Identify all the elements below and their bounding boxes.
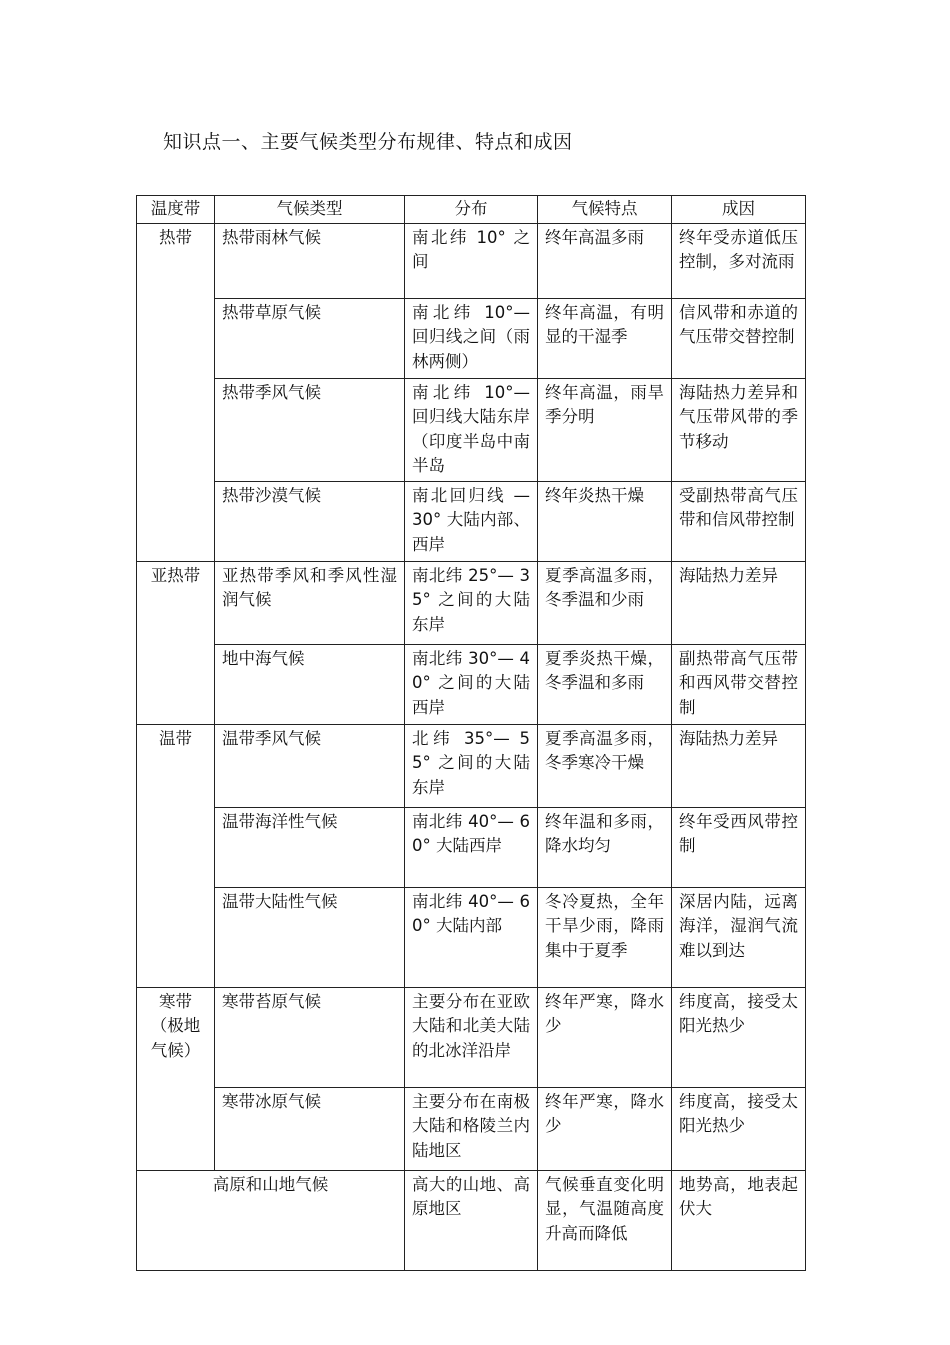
table-row: [137, 1087, 806, 1170]
cause-cell: 深居内陆，远离海洋，湿润气流难以到达: [672, 887, 806, 987]
table-row: [137, 1170, 806, 1270]
cause-cell: 终年受西风带控制: [672, 807, 806, 887]
table-row: [137, 807, 806, 887]
header-distribution: 分布: [405, 196, 538, 224]
zone-cell: 温带: [137, 724, 215, 987]
features-cell: 终年温和多雨，降水均匀: [538, 807, 672, 887]
features-cell: 气候垂直变化明显，气温随高度升高而降低: [538, 1170, 672, 1270]
table-row: [137, 223, 806, 298]
header-type: 气候类型: [215, 196, 405, 224]
distribution-cell: 主要分布在南极大陆和格陵兰内陆地区: [405, 1087, 538, 1170]
climate-type-cell: 温带大陆性气候: [215, 887, 405, 987]
climate-type-cell: 温带海洋性气候: [215, 807, 405, 887]
climate-type-cell: 寒带苔原气候: [215, 987, 405, 1087]
table-row: [137, 644, 806, 724]
distribution-cell: 南北回归线 — 30° 大陆内部、西岸: [405, 481, 538, 561]
features-cell: 终年炎热干燥: [538, 481, 672, 561]
cause-cell: 海陆热力差异: [672, 724, 806, 807]
climate-type-cell: 热带沙漠气候: [215, 481, 405, 561]
features-cell: 终年严寒，降水少: [538, 1087, 672, 1170]
cause-cell: 终年受赤道低压控制，多对流雨: [672, 223, 806, 298]
table-row: [137, 724, 806, 807]
page-title: 知识点一、主要气候类型分布规律、特点和成因: [163, 131, 573, 153]
table-row: [137, 887, 806, 987]
cause-cell: 地势高，地表起伏大: [672, 1170, 806, 1270]
cause-cell: 纬度高，接受太阳光热少: [672, 987, 806, 1087]
table-row: [137, 481, 806, 561]
features-cell: 终年高温，有明显的干湿季: [538, 298, 672, 378]
cause-cell: 海陆热力差异和气压带风带的季节移动: [672, 378, 806, 481]
distribution-cell: 高大的山地、高原地区: [405, 1170, 538, 1270]
climate-type-cell: 亚热带季风和季风性湿润气候: [215, 561, 405, 644]
distribution-cell: 主要分布在亚欧大陆和北美大陆的北冰洋沿岸: [405, 987, 538, 1087]
cause-cell: 信风带和赤道的气压带交替控制: [672, 298, 806, 378]
features-cell: 终年高温，雨旱季分明: [538, 378, 672, 481]
header-row: [137, 196, 806, 224]
zone-cell: 热带: [137, 223, 215, 561]
header-features: 气候特点: [538, 196, 672, 224]
climate-type-cell: 热带雨林气候: [215, 223, 405, 298]
climate-type-cell: 温带季风气候: [215, 724, 405, 807]
distribution-cell: 南北纬 40°— 60° 大陆内部: [405, 887, 538, 987]
cause-cell: 海陆热力差异: [672, 561, 806, 644]
features-cell: 夏季炎热干燥，冬季温和多雨: [538, 644, 672, 724]
table-row: [137, 987, 806, 1087]
table-row: [137, 378, 806, 481]
features-cell: 终年严寒，降水少: [538, 987, 672, 1087]
cause-cell: 副热带高气压带和西风带交替控制: [672, 644, 806, 724]
climate-type-cell: 地中海气候: [215, 644, 405, 724]
zone-cell: 寒带（极地气候）: [137, 987, 215, 1170]
table-row: [137, 298, 806, 378]
distribution-cell: 南北纬 10°— 回归线大陆东岸（印度半岛中南半岛: [405, 378, 538, 481]
table-row: [137, 561, 806, 644]
features-cell: 终年高温多雨: [538, 223, 672, 298]
header-zone: 温度带: [137, 196, 215, 224]
zone-cell: 亚热带: [137, 561, 215, 724]
distribution-cell: 南北纬 10° 之间: [405, 223, 538, 298]
header-cause: 成因: [672, 196, 806, 224]
features-cell: 夏季高温多雨，冬季寒冷干燥: [538, 724, 672, 807]
distribution-cell: 南北纬 25°— 35° 之间的大陆东岸: [405, 561, 538, 644]
distribution-cell: 南北纬 30°— 40° 之间的大陆西岸: [405, 644, 538, 724]
highland-type-cell: 高原和山地气候: [137, 1170, 405, 1270]
climate-type-cell: 寒带冰原气候: [215, 1087, 405, 1170]
climate-type-cell: 热带季风气候: [215, 378, 405, 481]
climate-type-cell: 热带草原气候: [215, 298, 405, 378]
features-cell: 夏季高温多雨，冬季温和少雨: [538, 561, 672, 644]
features-cell: 冬冷夏热，全年干旱少雨，降雨集中于夏季: [538, 887, 672, 987]
distribution-cell: 南北纬 40°— 60° 大陆西岸: [405, 807, 538, 887]
distribution-cell: 南北纬 10°— 回归线之间（雨林两侧）: [405, 298, 538, 378]
cause-cell: 纬度高，接受太阳光热少: [672, 1087, 806, 1170]
distribution-cell: 北纬 35°— 55° 之间的大陆东岸: [405, 724, 538, 807]
climate-table: [136, 195, 806, 1271]
cause-cell: 受副热带高气压带和信风带控制: [672, 481, 806, 561]
